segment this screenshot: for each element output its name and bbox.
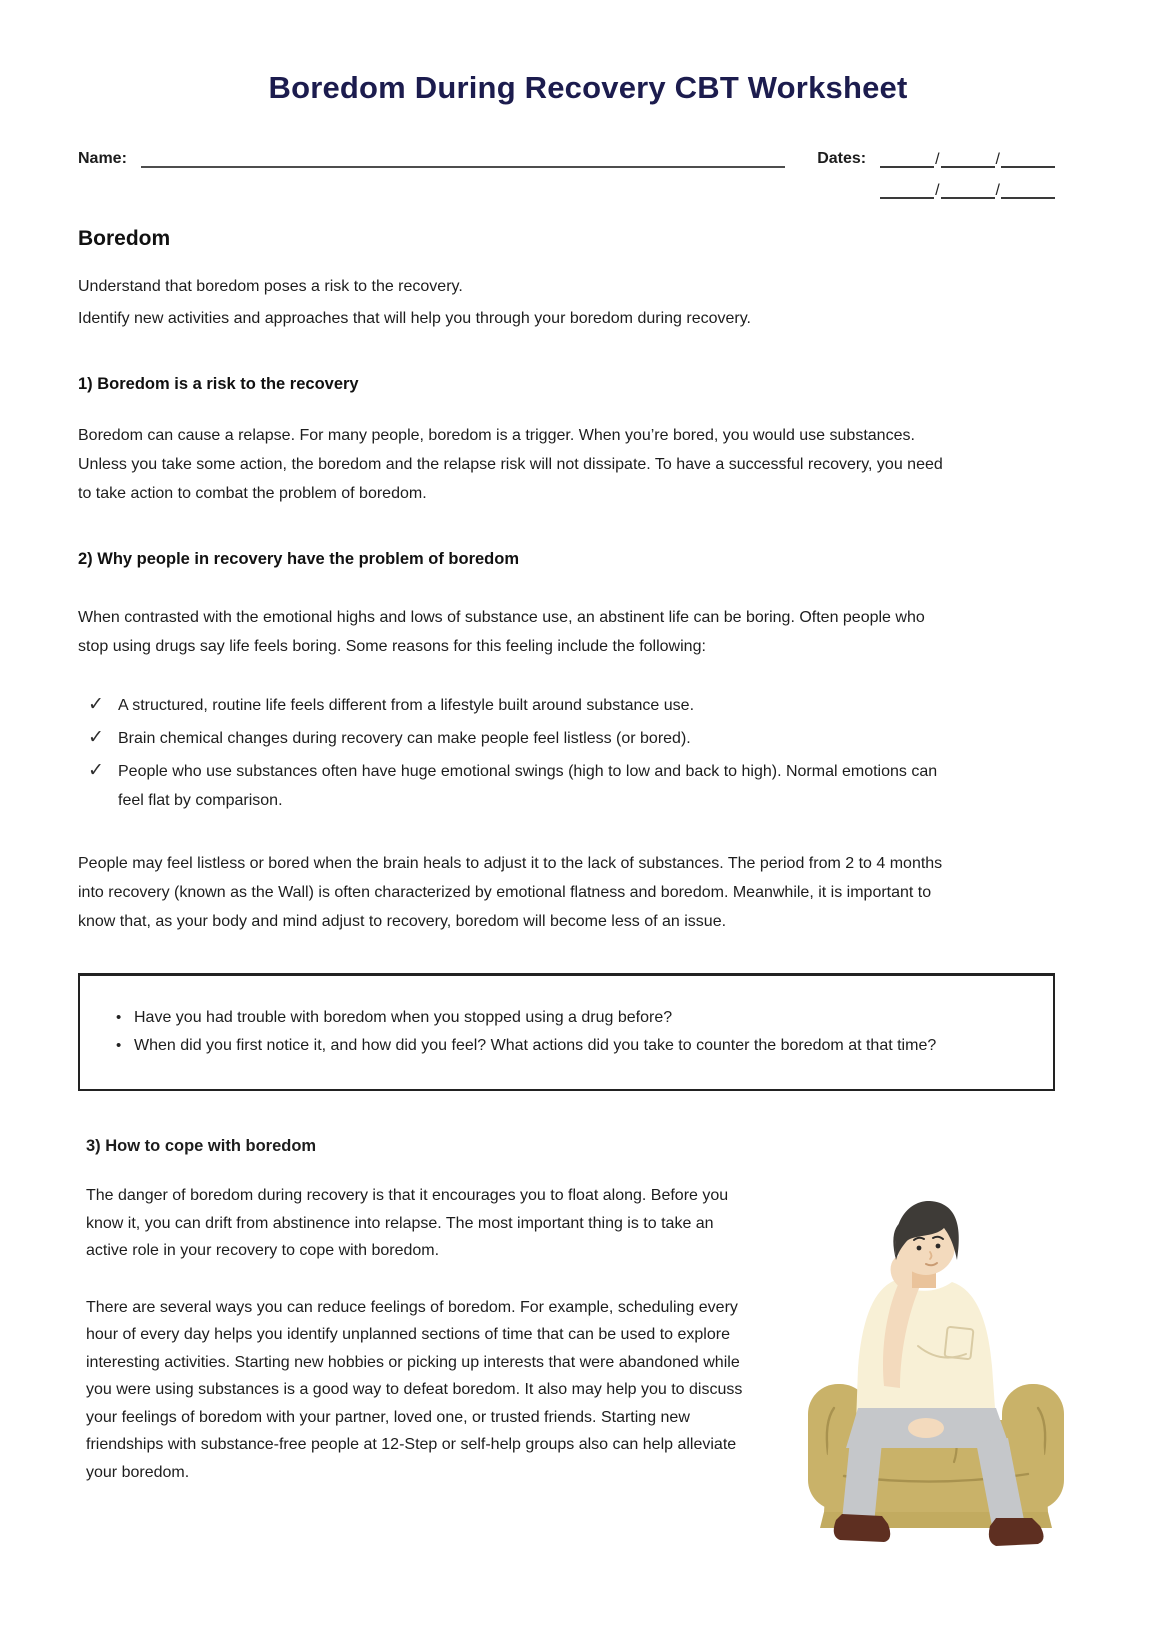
checklist-item <box>88 691 948 720</box>
reasons-checklist <box>88 691 948 815</box>
section3-body1: The danger of boredom during recovery is that it encourages you to float along. Before you know it, you can drift from abstinence into relapse. The most important thing is to take an active role in your recovery to cope with boredom. <box>86 1187 729 1259</box>
dates-label: Dates: <box>817 150 867 167</box>
section3-heading: 3) How to cope with boredom <box>86 1137 317 1155</box>
checkmark-icon: ✓ <box>88 760 104 781</box>
bullet-icon: • <box>116 1036 122 1054</box>
bullet-icon: • <box>116 1009 122 1026</box>
intro-line-2: Identify new activities and approaches that will help you through your boredom during recovery. <box>78 310 751 327</box>
section2-body2: People may feel listless or bored when the brain heals to adjust it to the lack of substances. The period from 2 to 4 months into recovery (known as the Wall) is often characterized by emotional flatness and boredom. Meanwhile, it is important to know that, as your body and mind adjust to recovery, boredom will become less of an issue. <box>78 855 943 930</box>
boredom-heading: Boredom <box>78 227 171 250</box>
question-item <box>116 1004 1017 1032</box>
date-field[interactable] <box>1001 149 1055 168</box>
date-separator: / <box>995 151 1000 168</box>
date-field[interactable] <box>880 180 934 199</box>
date-row-1 <box>880 149 1055 168</box>
question-item <box>116 1032 1017 1060</box>
intro-line-1: Understand that boredom poses a risk to the recovery. <box>78 278 463 295</box>
name-input-line[interactable] <box>141 148 785 168</box>
checklist-item-text: Brain chemical changes during recovery can make people feel listless (or bored). <box>118 730 691 747</box>
date-field[interactable] <box>941 180 995 199</box>
bored-man-on-couch-svg <box>800 1176 1072 1554</box>
checkmark-icon: ✓ <box>88 694 104 715</box>
date-separator: / <box>995 182 1000 199</box>
date-field[interactable] <box>941 149 995 168</box>
name-label: Name: <box>78 150 127 167</box>
date-field[interactable] <box>1001 180 1055 199</box>
checkmark-icon: ✓ <box>88 727 104 748</box>
reflection-question-box <box>78 973 1055 1091</box>
question-text: When did you first notice it, and how did you feel? What actions did you take to counter the boredom at that time? <box>134 1036 937 1054</box>
page-title: Boredom During Recovery CBT Worksheet <box>268 70 908 105</box>
section2-body: When contrasted with the emotional highs and lows of substance use, an abstinent life can be boring. Often people who stop using drugs say life feels boring. Some reasons for this feeling include the following: <box>78 609 925 655</box>
section3-body2: There are several ways you can reduce feelings of boredom. For example, scheduling every hour of every day helps you identify unplanned sections of time that can be used to explore interesting activities. Starting new hobbies or picking up interests that were abandoned while you were using substances is a good way to defeat boredom. It also may help you to discuss your feelings of boredom with your partner, loved one, or trusted friends. Starting new friendships with substance-free people at 12-Step or self-help groups also can help alleviate your boredom. <box>86 1298 743 1481</box>
bored-man-illustration <box>748 1176 1072 1554</box>
name-dates-row <box>78 148 1055 168</box>
checklist-item-text: A structured, routine life feels different from a lifestyle built around substance use. <box>118 697 695 714</box>
cope-text-column <box>86 1182 748 1486</box>
date-row-2 <box>78 180 1055 199</box>
date-separator: / <box>935 182 940 199</box>
question-text: Have you had trouble with boredom when you stopped using a drug before? <box>134 1009 673 1026</box>
date-separator: / <box>935 151 940 168</box>
checklist-item-text: People who use substances often have huge emotional swings (high to low and back to high). Normal emotions can feel flat by comparison. <box>118 763 938 809</box>
section2-heading: 2) Why people in recovery have the problem of boredom <box>78 550 520 568</box>
checklist-item <box>88 724 948 753</box>
cope-section <box>86 1182 1072 1554</box>
section1-heading: 1) Boredom is a risk to the recovery <box>78 375 359 393</box>
date-field[interactable] <box>880 149 934 168</box>
checklist-item <box>88 757 948 815</box>
section1-body: Boredom can cause a relapse. For many people, boredom is a trigger. When you’re bored, you would use substances. Unless you take some action, the boredom and the relapse risk will not dissipate. To have a successful recovery, you need to take action to combat the problem of boredom. <box>78 427 943 502</box>
